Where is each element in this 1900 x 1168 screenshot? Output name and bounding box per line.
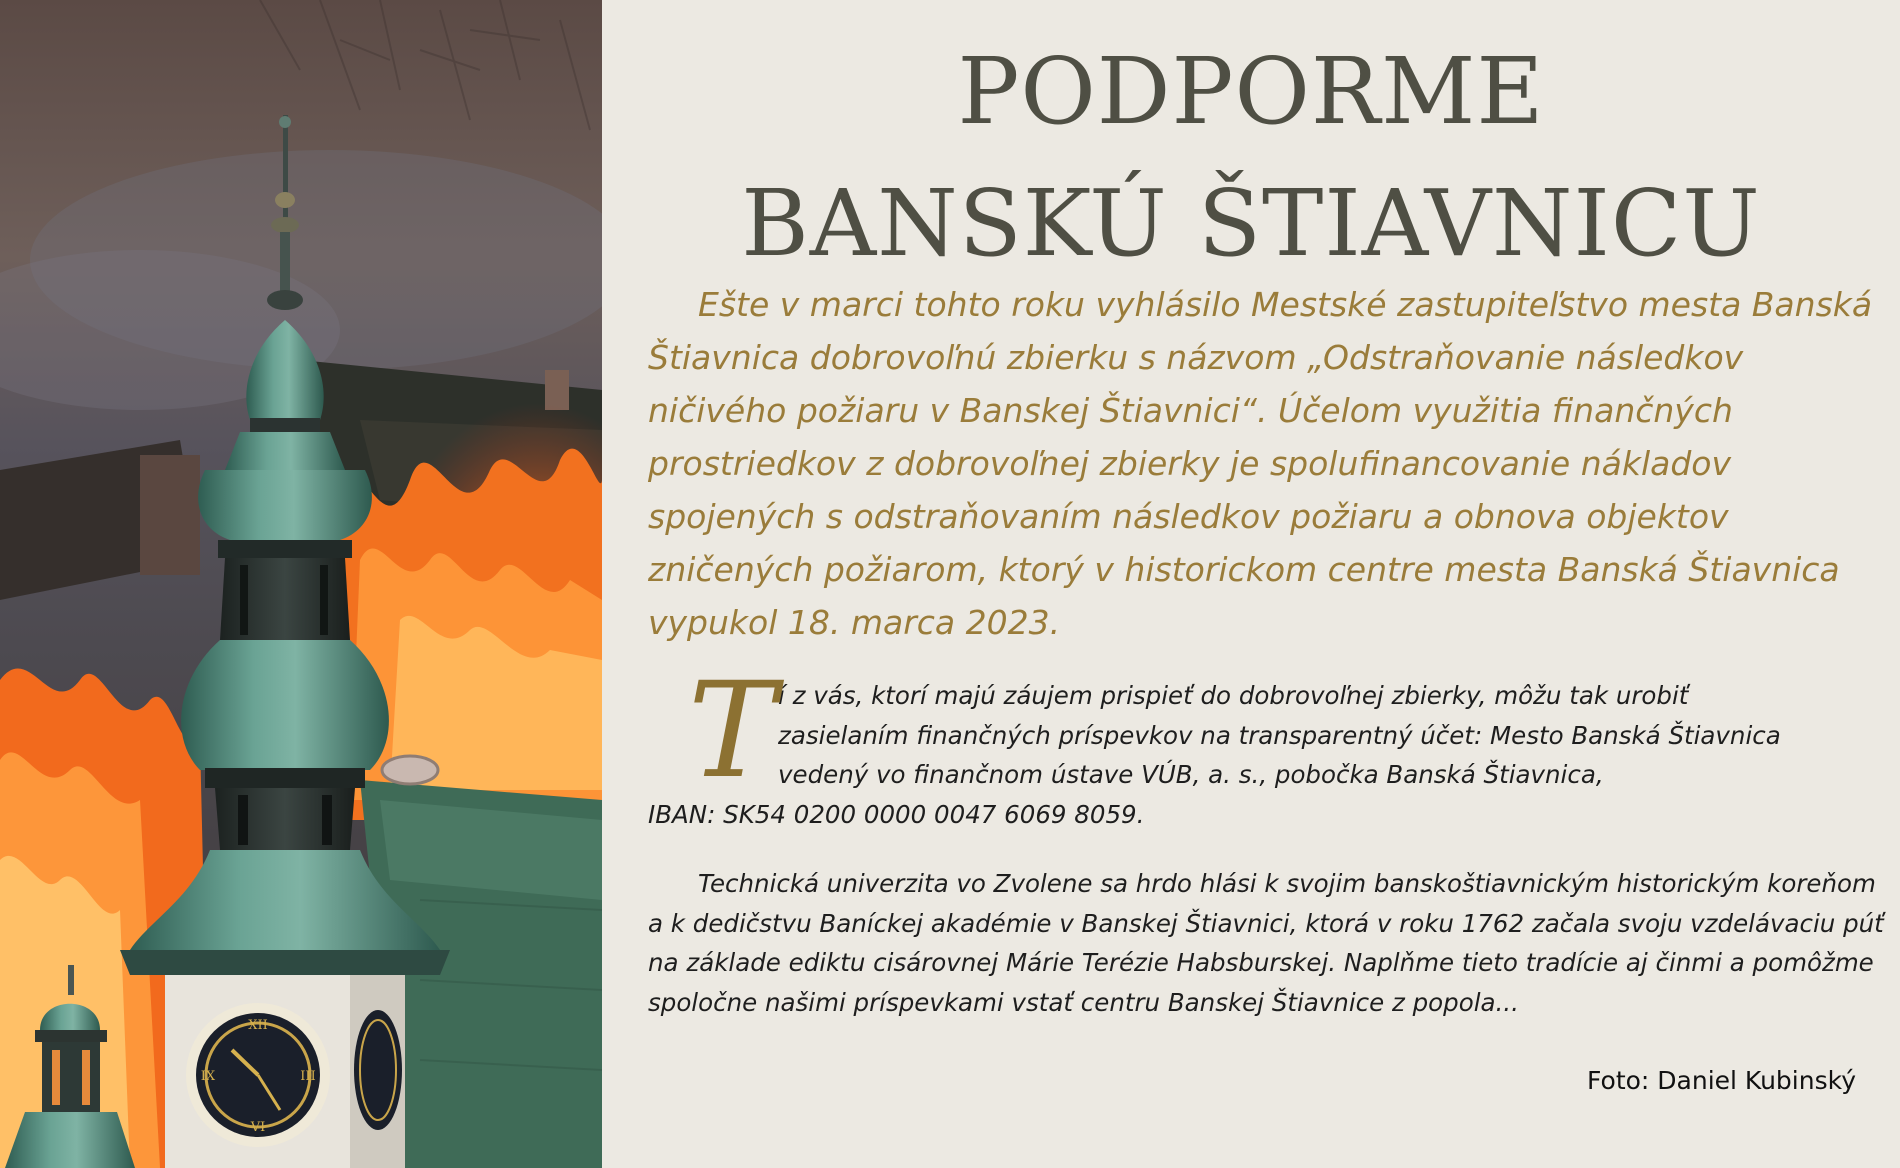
donation-line: zasielaním finančných príspevkov na transparentný účet: Mesto Banská Štiavnica	[778, 720, 1781, 750]
title-line-2: BANSKÚ ŠTIAVNICU	[741, 170, 1761, 277]
donation-paragraph	[648, 654, 1878, 834]
iban-line: IBAN: SK54 0200 0000 0047 6069 8059.	[648, 799, 1145, 829]
page-title	[602, 26, 1900, 290]
drop-cap-letter	[687, 654, 777, 808]
donation-lines	[778, 676, 1878, 795]
drop-cap-glyph: T	[687, 654, 777, 808]
article-panel	[602, 0, 1900, 1168]
title-line-1: PODPORME	[957, 38, 1545, 145]
lead-paragraph: Ešte v marci tohto roku vyhlásilo Mestské zastupiteľstvo mesta Banská Štiavnica dobrovoľnú zbierku s názvom „Odstraňovanie následkov ničivého požiaru v Banskej Štiavnici“. Účelom využitia finančných prostriedkov z dobrovoľnej zbierky je spolufinancovanie nákladov spojených s odstraňovaním následkov požiaru a obnova objektov zničených požiarom, ktorý v historickom centre mesta Banská Štiavnica vypukol 18. marca 2023.	[648, 285, 1873, 642]
svg-text:XII: XII	[248, 1018, 268, 1033]
photo-credit: Foto: Daniel Kubinský	[1587, 1066, 1856, 1095]
svg-text:III: III	[300, 1069, 316, 1084]
fire-tower-photo	[0, 0, 602, 1168]
svg-text:VI: VI	[250, 1120, 266, 1135]
donation-line: í z vás, ktorí majú záujem prispieť do dobrovoľnej zbierky, môžu tak urobiť	[778, 681, 1689, 710]
heritage-paragraph: Technická univerzita vo Zvolene sa hrdo hlási k svojim banskoštiavnickým historickým koreňom a k dedičstvu Baníckej akadémie v Banskej Štiavnici, ktorá v roku 1762 začala svoju vzdelávaciu púť na základe ediktu cisárovnej Márie Terézie Habsburskej. Naplňme tieto tradície aj činmi a pomôžme spoločne našimi príspevkami vstať centru Banskej Štiavnice z popola...	[648, 869, 1884, 1017]
donation-line: vedený vo finančnom ústave VÚB, a. s., pobočka Banská Štiavnica,	[778, 760, 1604, 789]
svg-text:IX: IX	[200, 1069, 216, 1084]
